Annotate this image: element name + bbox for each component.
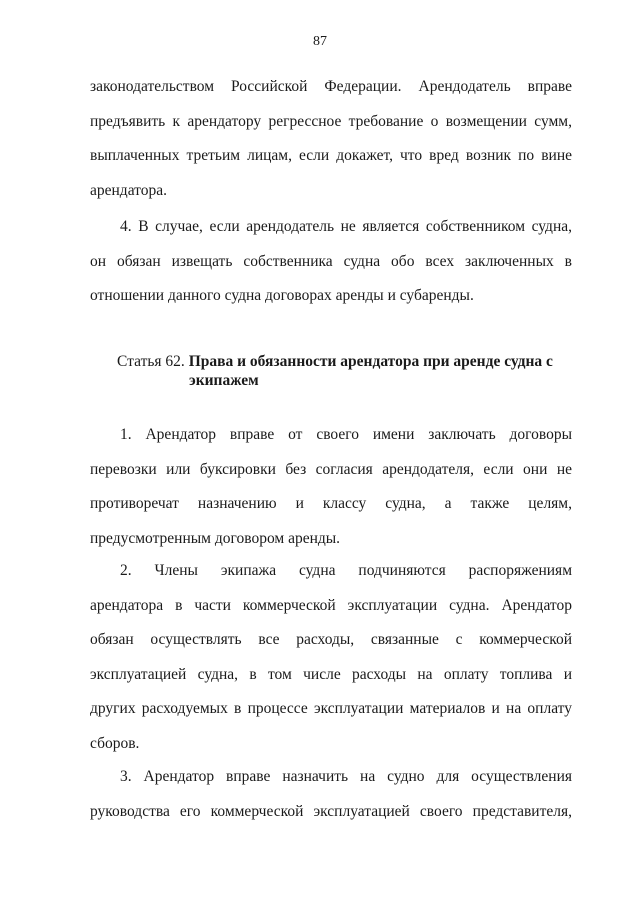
- text-line: руководства его коммерческой эксплуатацией своего представителя,: [90, 802, 572, 820]
- paragraph-continuation: [90, 70, 572, 208]
- article-title-continuation: экипажем: [189, 372, 259, 389]
- text-line: 3. Арендатор вправе назначить на судно для осуществления: [120, 768, 572, 785]
- item-3: [90, 760, 572, 829]
- text-line: других расходуемых в процессе эксплуатации материалов и на оплату: [90, 700, 572, 717]
- text-line: 1. Арендатор вправе от своего имени заключать договоры: [120, 426, 572, 443]
- text-line: он обязан извещать собственника судна обо всех заключенных в: [90, 252, 572, 270]
- text-line: арендатора в части коммерческой эксплуатации судна. Арендатор: [90, 596, 572, 614]
- text-line: предъявить к арендатору регрессное требование о возмещении сумм,: [90, 112, 572, 130]
- text-line: сборов.: [90, 734, 140, 752]
- item-1: [90, 418, 572, 556]
- page-number: 87: [313, 34, 327, 49]
- text-line: 4. В случае, если арендодатель не является собственником судна,: [120, 218, 572, 235]
- text-line: эксплуатацией судна, в том числе расходы на оплату топлива и: [90, 665, 572, 683]
- text-line: перевозки или буксировки без согласия арендодателя, если они не: [90, 460, 572, 478]
- text-line: 2. Члены экипажа судна подчиняются распоряжениям: [120, 562, 572, 579]
- text-line: противоречат назначению и классу судна, а также целям,: [90, 495, 572, 512]
- text-line: арендатора.: [90, 181, 167, 199]
- article-title: Права и обязанности арендатора при аренде судна с: [188, 353, 553, 370]
- text-line: отношении данного судна договорах аренды и субаренды.: [90, 287, 474, 304]
- text-line: обязан осуществлять все расходы, связанные с коммерческой: [90, 631, 572, 648]
- item-2: [90, 554, 572, 761]
- article-heading: [117, 352, 577, 390]
- article-label: Статья 62.: [117, 353, 185, 370]
- text-line: выплаченных третьим лицам, если докажет, что вред возник по вине: [90, 147, 572, 164]
- text-line: законодательством Российской Федерации. Арендодатель вправе: [90, 78, 572, 95]
- paragraph-4: [90, 210, 572, 314]
- text-line: предусмотренным договором аренды.: [90, 529, 341, 547]
